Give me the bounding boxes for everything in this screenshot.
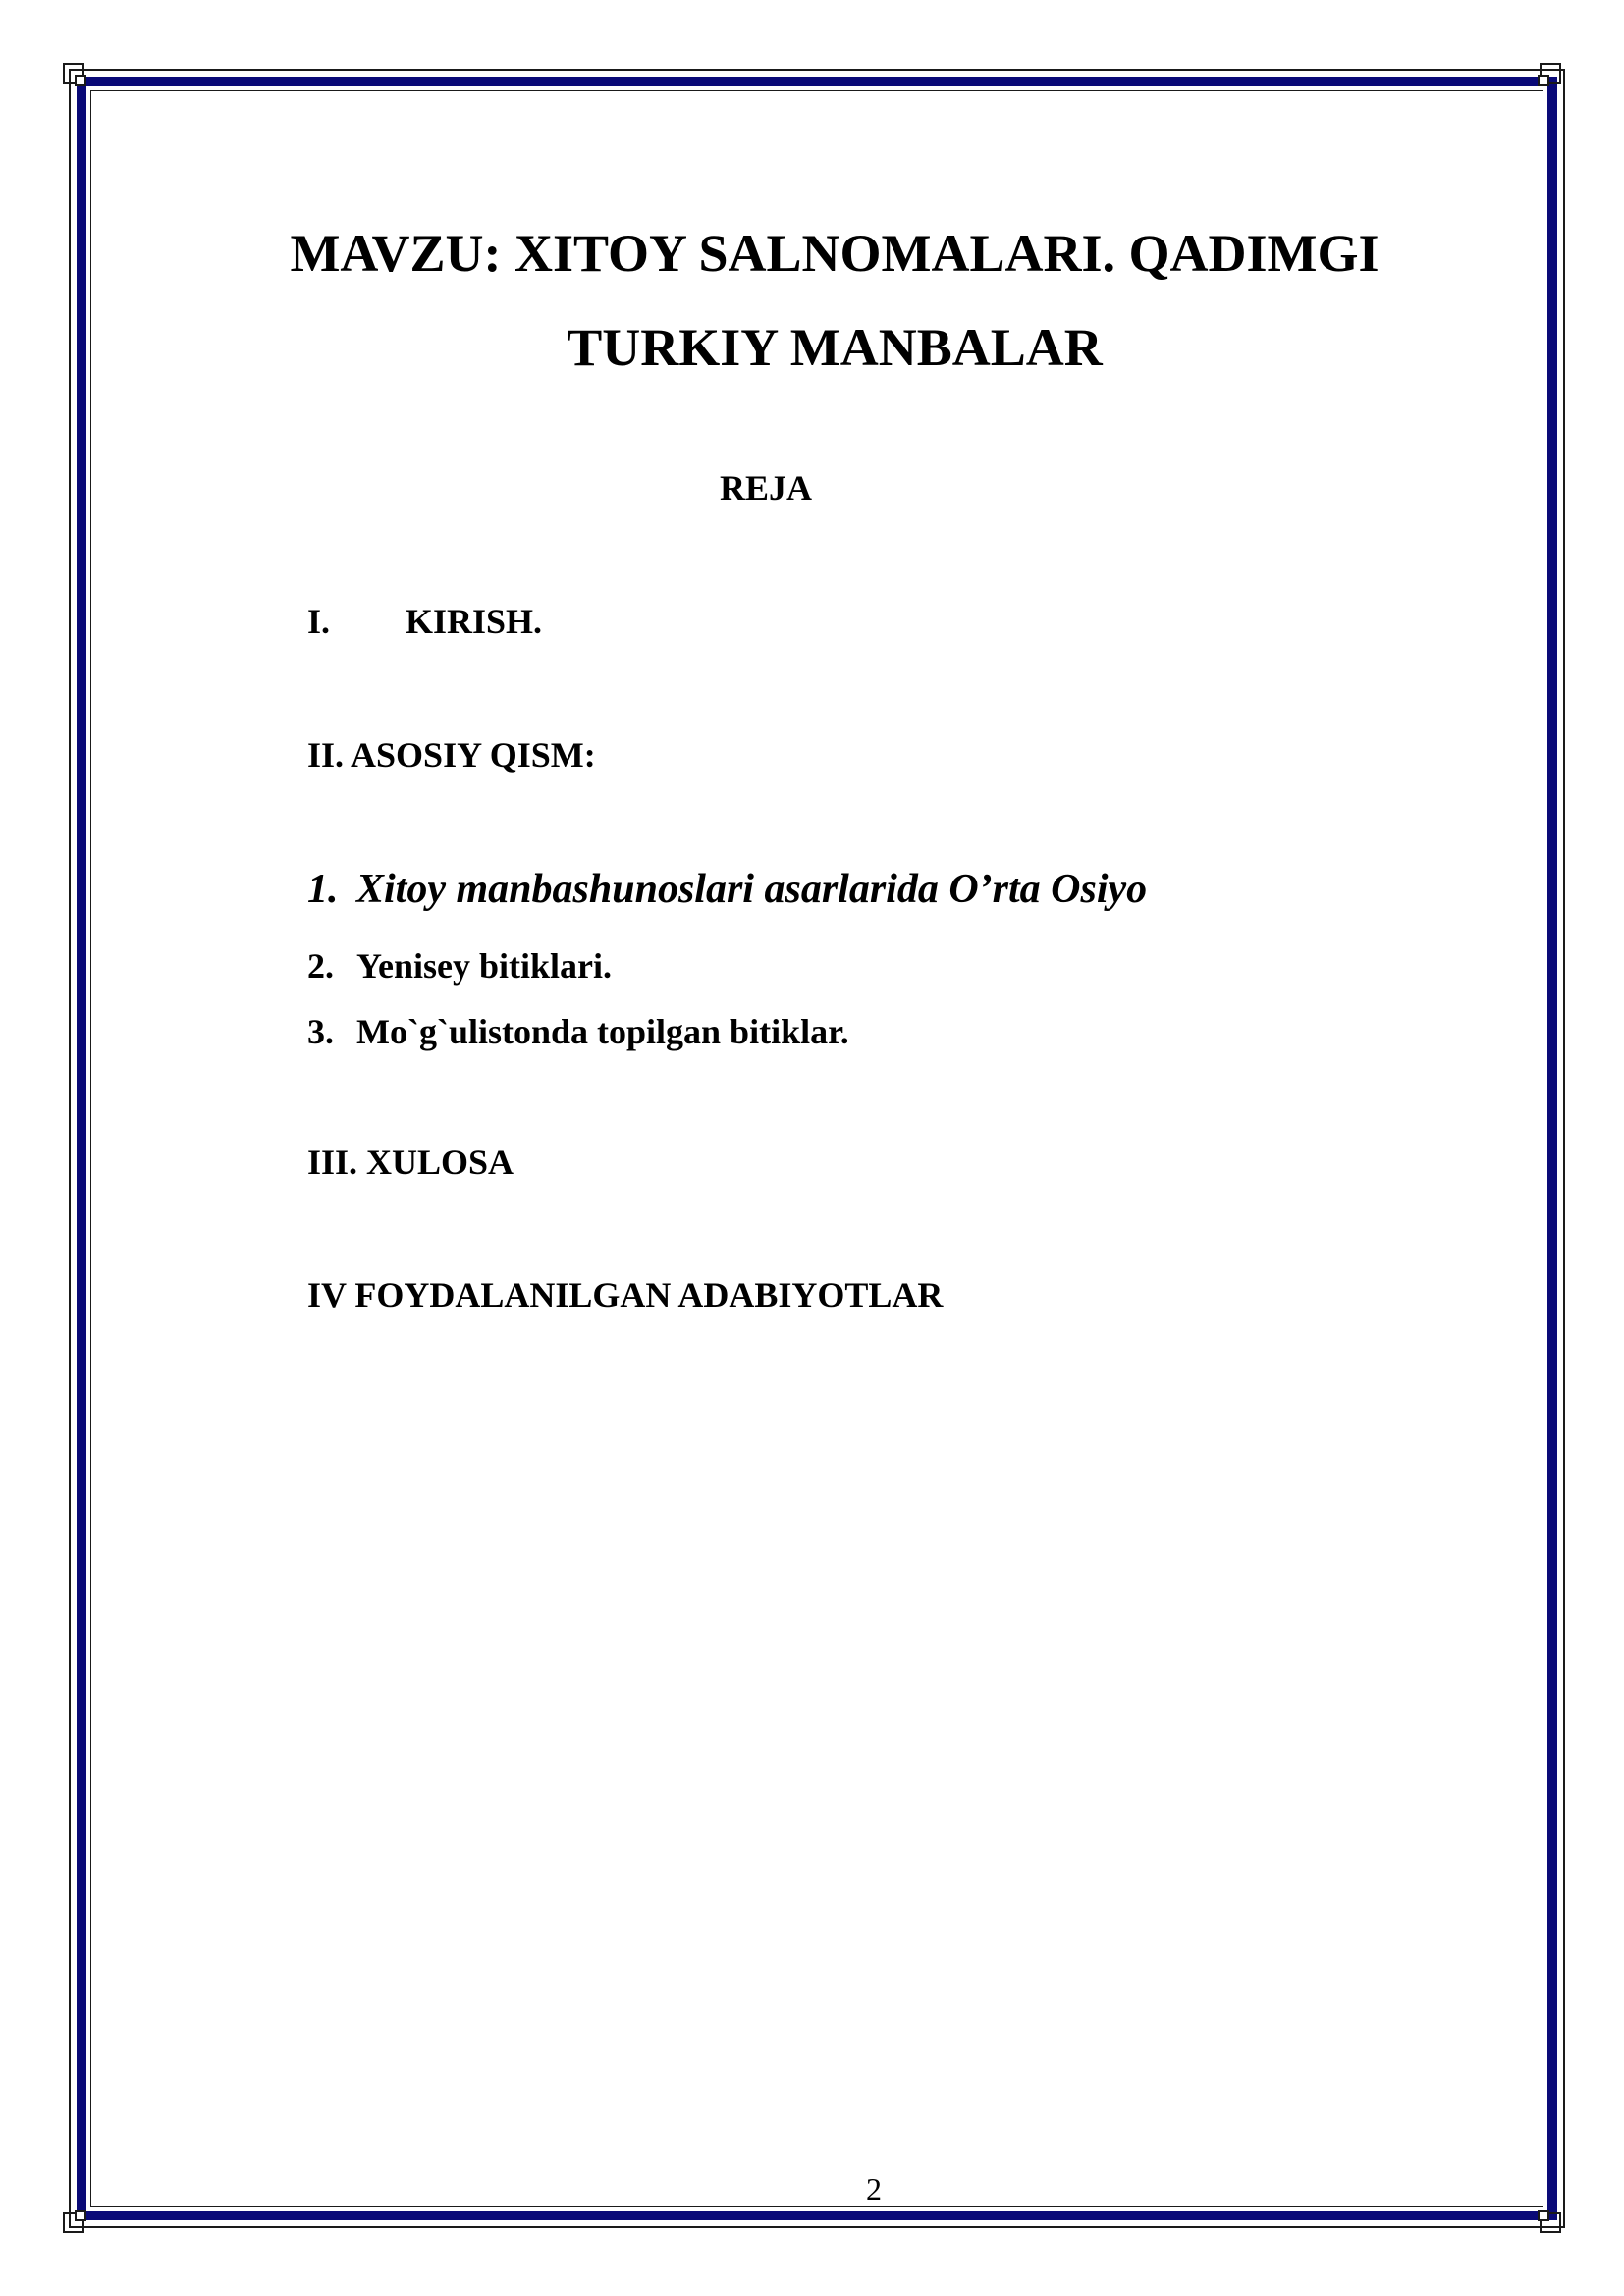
plan-subitem-3-label: Mo`g`ulistonda topilgan bitiklar. xyxy=(356,1012,849,1051)
plan-heading: REJA xyxy=(719,468,812,507)
plan-subitem-2-label: Yenisey bitiklari. xyxy=(356,946,613,986)
plan-subitem-1 xyxy=(307,866,1147,913)
corner-ornament-bottom-left xyxy=(63,2204,92,2233)
plan-item-conclusion: III. XULOSA xyxy=(307,1143,514,1182)
plan-item-main: II. ASOSIY QISM: xyxy=(307,735,596,774)
plan-subitem-2-number: 2. xyxy=(307,946,334,986)
corner-ornament-top-left xyxy=(63,63,92,92)
corner-ornament-bottom-right xyxy=(1532,2204,1561,2233)
plan-subitem-1-number: 1. xyxy=(307,867,339,912)
plan-item-intro-label: KIRISH. xyxy=(406,602,543,641)
title-line-2: TURKIY MANBALAR xyxy=(567,318,1103,377)
plan-subitem-2 xyxy=(307,945,612,987)
plan-item-intro xyxy=(307,601,542,642)
plan-subitem-3-number: 3. xyxy=(307,1012,334,1051)
corner-ornament-top-right xyxy=(1532,63,1561,92)
document-title xyxy=(196,206,1473,395)
title-line-1: MAVZU: XITOY SALNOMALARI. QADIMGI xyxy=(290,224,1380,283)
plan-subitem-1-label: Xitoy manbashunoslari asarlarida O’rta Osiyo xyxy=(356,867,1148,912)
plan-subitem-3 xyxy=(307,1011,849,1052)
page-number: 2 xyxy=(866,2171,882,2207)
plan-item-intro-number: I. xyxy=(307,602,331,641)
plan-item-references: IV FOYDALANILGAN ADABIYOTLAR xyxy=(307,1275,944,1314)
